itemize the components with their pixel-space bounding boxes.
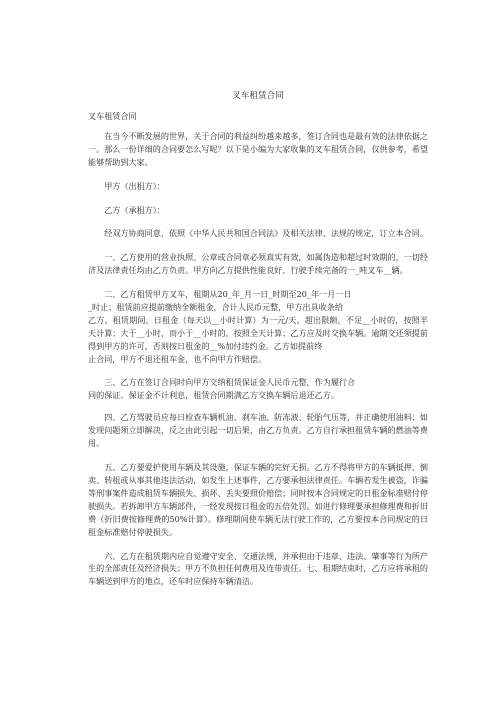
- clause-2-line: 乙方。租赁期间，日租金（每天以__小时计算）为一元/天。超出限额，不足__小时的，按照半天计算；大于__小时，而小于__小时的，按照全天计算；乙方应及时交换车辆。逾期交还须提前得到甲方的许可，否则按日租金的__%加付违约金。乙方如提前终: [88, 314, 428, 351]
- clause-2-line: 二、乙方租赁甲方叉车，租期从20_年_月一日_时期至20_年一月一日: [104, 289, 352, 300]
- clause-3-line: 三、乙方在签订合同时向甲方交纳租赁保证金人民币元整，作为履行合: [104, 376, 356, 387]
- clause-2: [88, 288, 428, 365]
- clause-2-line: 止合同，甲方不退还租车金，也不向甲方作赔偿。: [88, 353, 267, 364]
- document-title: 叉车租赁合同: [232, 91, 284, 101]
- clause-5: 五、乙方要爱护使用车辆及其设施，保证车辆的完好无损。乙方不得将甲方的车辆抵押、倒卖、转租或从事其他违法活动，如发生上述事件，乙方要承担法律责任。车辆若发生被盗，诈骗等刑事案件造成租赁车辆损失、损坏、丢失要照价赔偿；同时按本合同规定的日租金标准赔付停驶损失。若拆卸甲方车辆部件，一经发现按日租金的五倍处罚。如进行修理要承担修理费和折旧费（折旧费按修理费的50%计算）。修理期间使车辆无法行驶工作的，乙方要按本合同规定的日租金标准赔付停驶损失。: [88, 462, 428, 537]
- clause-6: 六、乙方在租赁期内应自觉遵守安全、交通法规，并承担由于违章、违法、肇事等行为所产生的全部责任及经济损失；甲方不负担任何费用及连带责任。七、租期结束时，乙方应将承租的车辆送到甲方的地点，还车时应保持车辆清洁。: [88, 550, 428, 587]
- clause-3: [88, 376, 428, 402]
- party-b-line: 乙方（承租方）：: [104, 204, 165, 215]
- party-a-line: 甲方（出租方）：: [104, 180, 165, 191]
- intro-paragraph: 在当今不断发展的世界，关于合同的利益纠纷越来越多，签订合同也是最有效的法律依据之一。那么一份详细的合同要怎么写呢？以下是小编为大家收集的叉车租赁合同，仅供参考，希望能够帮助到大家。: [88, 130, 428, 167]
- preamble-paragraph: 经双方协商同意，依照《中华人民共和国合同法》及相关法律、法规的规定，订立本合同。: [104, 228, 428, 239]
- clause-3-line: 同的保证。保证金不计利息，租赁合同期满乙方交换车辆后退还乙方。: [88, 389, 339, 400]
- clause-2-line: _时止；租赁前应提前缴纳全额租金，合计人民币元整，甲方出具收条给: [88, 302, 343, 313]
- document-subtitle: 叉车租赁合同: [88, 111, 137, 121]
- clause-1: 一、乙方使用的营业执照、公章或合同章必须真实有效，如属伪造和超过时效期的，一切经济及法律责任均由乙方负责。甲方向乙方提供性能良好、行驶手续完备的一_吨叉车__辆。: [88, 252, 428, 276]
- clause-4: 四、乙方驾驶员应每日检查车辆机油、刹车油、防冻液、轮胎气压等，并正确使用油料；如发现问题须立即解决，反之由此引起一切后果，由乙方负责。乙方自行承担租赁车辆的燃油等费用。: [88, 412, 428, 449]
